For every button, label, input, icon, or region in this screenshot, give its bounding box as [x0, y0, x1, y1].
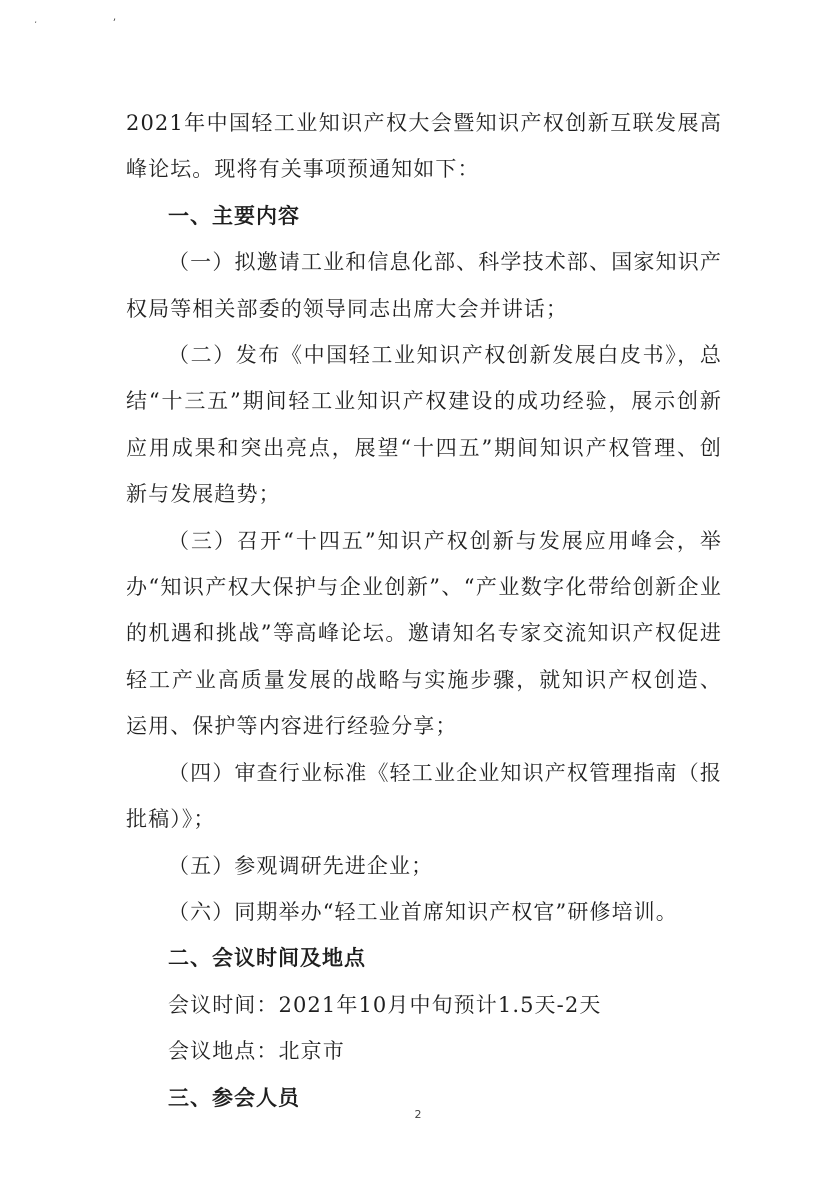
scan-marks: ˑ ʼ — [34, 18, 152, 29]
item-paragraph-3: （三）召开“十四五”知识产权创新与发展应用峰会，举办“知识产权大保护与企业创新”、“产业数字化带给创新企业的机遇和挑战”等高峰论坛。邀请知名专家交流知识产权促进轻工产业高质量发展的战略与实施步骤，就知识产权创造、运用、保护等内容进行经验分享； — [126, 528, 722, 739]
document-body — [126, 100, 722, 1121]
section-heading-time-location: 二、会议时间及地点 — [168, 946, 366, 971]
section-heading-main-content: 一、主要内容 — [168, 203, 300, 228]
item-paragraph-5: （五）参观调研先进企业； — [168, 853, 434, 878]
item-paragraph-4: （四）审查行业标准《轻工业企业知识产权管理指南（报批稿）》； — [126, 760, 722, 832]
item-paragraph-1: （一）拟邀请工业和信息化部、科学技术部、国家知识产权局等相关部委的领导同志出席大会并讲话； — [126, 250, 722, 321]
item-paragraph-6: （六）同期举办“轻工业首席知识产权官”研修培训。 — [168, 899, 678, 924]
item-paragraph-2: （二）发布《中国轻工业知识产权创新发展白皮书》，总结“十三五”期间轻工业知识产权建设的成功经验，展示创新应用成果和突出亮点，展望“十四五”期间知识产权管理、创新与发展趋势； — [126, 343, 722, 507]
meeting-location: 会议地点：北京市 — [168, 1039, 345, 1064]
intro-paragraph: 2021年中国轻工业知识产权大会暨知识产权创新互联发展高峰论坛。现将有关事项预通知如下： — [126, 111, 722, 182]
meeting-time: 会议时间：2021年10月中旬预计1.5天-2天 — [168, 992, 602, 1017]
page-number: 2 — [414, 1108, 422, 1121]
section-heading-attendees: 三、参会人员 — [168, 1085, 300, 1110]
